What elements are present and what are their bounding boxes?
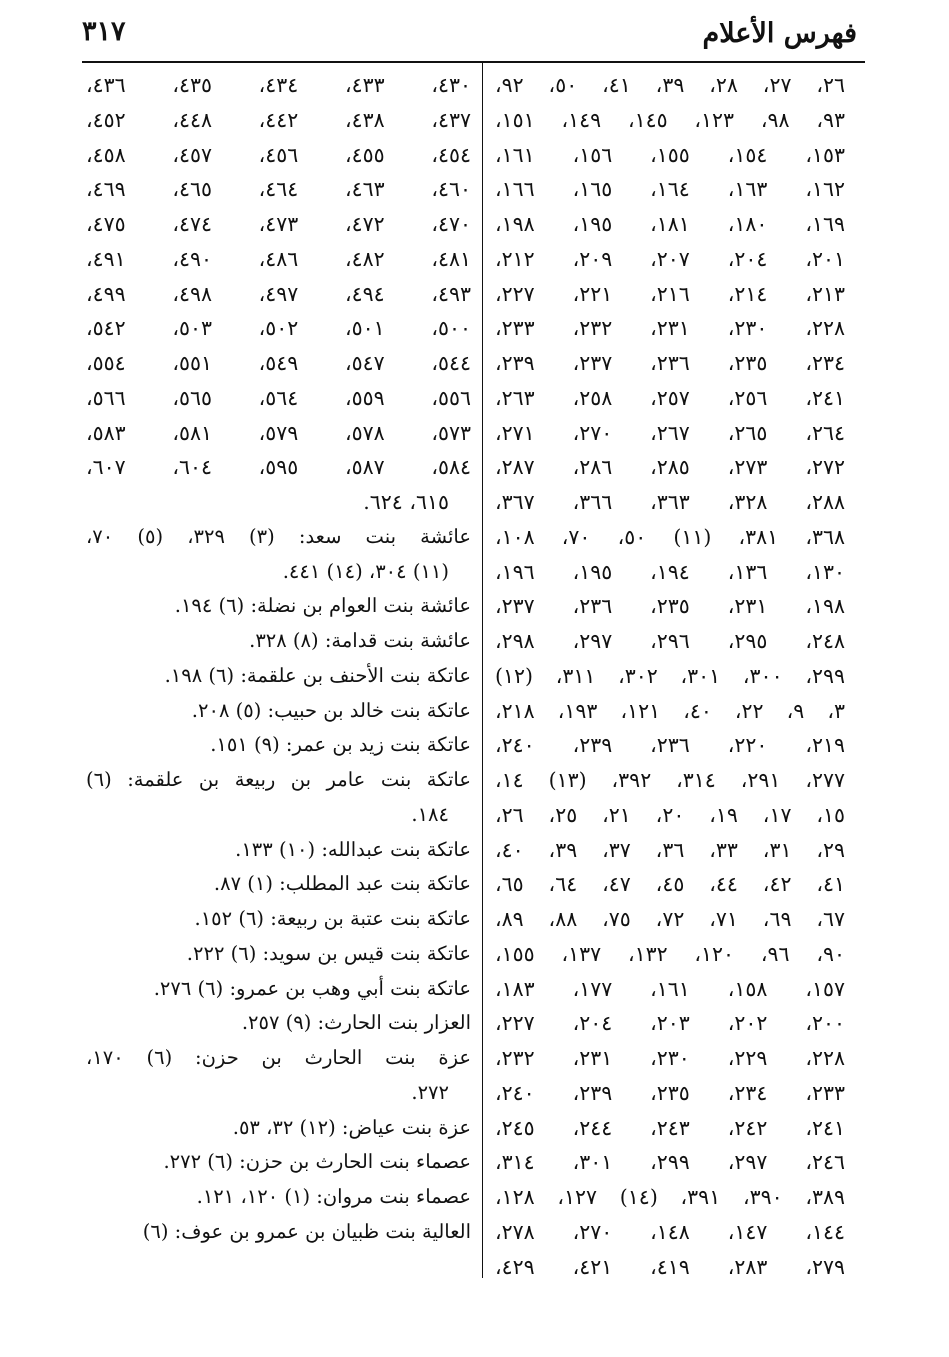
header-rule bbox=[82, 61, 865, 63]
index-line: ٤١، ٤٢، ٤٤، ٤٥، ٤٧، ٦٤، ٦٥، bbox=[495, 872, 846, 897]
index-line: ٢٢٨، ٢٢٩، ٢٣٠، ٢٣١، ٢٣٢، bbox=[495, 1046, 845, 1070]
index-column-right bbox=[495, 68, 845, 1284]
index-entry: عصماء بنت الحارث بن حزن: (٦) ٢٧٢. bbox=[163, 1150, 471, 1174]
index-line: ٤٩٣، ٤٩٤، ٤٩٧، ٤٩٨، ٤٩٩، bbox=[86, 281, 471, 306]
index-entry: عاتكة بنت عبد المطلب: (١) ٨٧. bbox=[213, 872, 471, 896]
index-line: ٢٩، ٣١، ٣٣، ٣٦، ٣٧، ٣٩، ٤٠، bbox=[495, 837, 846, 862]
index-line: ٢٦٤، ٢٦٥، ٢٦٧، ٢٧٠، ٢٧١، bbox=[495, 420, 845, 445]
index-entry-continuation: ٢٧٢. bbox=[411, 1080, 449, 1104]
index-line: ٥٥٦، ٥٥٩، ٥٦٤، ٥٦٥، ٥٦٦، bbox=[86, 385, 471, 410]
column-divider bbox=[482, 63, 483, 1278]
index-line: ١٥٧، ١٥٨، ١٦١، ١٧٧، ١٨٣، bbox=[495, 976, 845, 1001]
page-number: ٣١٧ bbox=[82, 16, 126, 47]
index-line: ٥٧٣، ٥٧٨، ٥٧٩، ٥٨١، ٥٨٣، bbox=[86, 420, 471, 445]
index-line: ٢٧٢، ٢٧٣، ٢٨٥، ٢٨٦، ٢٨٧، bbox=[495, 455, 845, 480]
index-line: ٩٠، ٩٦، ١٢٠، ١٣٢، ١٣٧، ١٥٥، bbox=[495, 941, 845, 966]
index-entry: عصماء بنت مروان: (١) ١٢٠، ١٢١. bbox=[196, 1185, 471, 1208]
index-entry: العزار بنت الحارث: (٩) ٢٥٧. bbox=[241, 1011, 471, 1035]
index-line: ٢٢٨، ٢٣٠، ٢٣١، ٢٣٢، ٢٣٣، bbox=[495, 316, 845, 341]
index-line: ٢٣٤، ٢٣٥، ٢٣٦، ٢٣٧، ٢٣٩، bbox=[495, 351, 845, 375]
index-line: ٢٠١، ٢٠٤، ٢٠٧، ٢٠٩، ٢١٢، bbox=[495, 246, 845, 271]
index-line: ٢٤٨، ٢٩٥، ٢٩٦، ٢٩٧، ٢٩٨، bbox=[495, 629, 845, 653]
index-line: ٢٨٨، ٣٢٨، ٣٦٣، ٣٦٦، ٣٦٧، bbox=[495, 490, 845, 514]
index-line: ١٦٢، ١٦٣، ١٦٤، ١٦٥، ١٦٦، bbox=[495, 177, 845, 202]
index-line: ٤٦٠، ٤٦٣، ٤٦٤، ٤٦٥، ٤٦٩، bbox=[86, 177, 471, 202]
index-line: ١٥، ١٧، ١٩، ٢٠، ٢١، ٢٥، ٢٦، bbox=[495, 802, 846, 827]
index-line: ٣٦٨، ٣٨١، (١١) ٥٠، ٧٠، ١٠٨، bbox=[495, 524, 845, 549]
index-line: ١٣٠، ١٣٦، ١٩٤، ١٩٥، ١٩٦، bbox=[495, 559, 845, 584]
running-header-title: فهرس الأعلام bbox=[702, 18, 857, 49]
index-line: ٢٧٩، ٢٨٣، ٤١٩، ٤٢١، ٤٢٩، bbox=[495, 1254, 845, 1279]
index-line: ٥٠٠، ٥٠١، ٥٠٢، ٥٠٣، ٥٤٢، bbox=[86, 316, 471, 341]
index-line: ٢٤١، ٢٤٢، ٢٤٣، ٢٤٤، ٢٤٥، bbox=[495, 1115, 845, 1140]
index-entry: عائشة بنت سعد: (٣) ٣٢٩، (٥) ٧٠، bbox=[86, 524, 471, 548]
index-entry: عاتكة بنت أبي وهب بن عمرو: (٦) ٢٧٦. bbox=[153, 976, 471, 1000]
index-entry: عاتكة بنت عتبة بن ربيعة: (٦) ١٥٢. bbox=[194, 907, 471, 930]
index-entry: عاتكة بنت عامر بن ربيعة بن علقمة: (٦) bbox=[86, 768, 471, 791]
index-entry: عاتكة بنت قيس بن سويد: (٦) ٢٢٢. bbox=[186, 941, 471, 965]
index-line: ٤٥٤، ٤٥٥، ٤٥٦، ٤٥٧، ٤٥٨، bbox=[86, 142, 471, 167]
index-line: ٤٣٠، ٤٣٣، ٤٣٤، ٤٣٥، ٤٣٦، bbox=[86, 73, 471, 97]
index-line: ٢٩٩، ٣٠٠، ٣٠١، ٣٠٢، ٣١١، (١٢) bbox=[495, 663, 845, 688]
index-line: ٢٤١، ٢٥٦، ٢٥٧، ٢٥٨، ٢٦٣، bbox=[495, 385, 845, 410]
index-line: ١٥٣، ١٥٤، ١٥٥، ١٥٦، ١٦١، bbox=[495, 142, 845, 167]
index-line: ٢٤٦، ٢٩٧، ٢٩٩، ٣٠١، ٣١٤، bbox=[495, 1150, 845, 1175]
index-line: ١٤٤، ١٤٧، ١٤٨، ٢٧٠، ٢٧٨، bbox=[495, 1219, 845, 1244]
index-entry: عزة بنت عياض: (١٢) ٣٢، ٥٣. bbox=[232, 1115, 471, 1139]
index-line: ٣، ٩، ٢٢، ٤٠، ١٢١، ١٩٣، ٢١٨، bbox=[495, 698, 845, 723]
index-line: ٤٧٠، ٤٧٢، ٤٧٣، ٤٧٤، ٤٧٥، bbox=[86, 212, 471, 236]
index-entry: عزة بنت الحارث بن حزن: (٦) ١٧٠، bbox=[86, 1046, 471, 1069]
index-line: ١٩٨، ٢٣١، ٢٣٥، ٢٣٦، ٢٣٧، bbox=[495, 594, 845, 619]
index-line: ٢١٣، ٢١٤، ٢١٦، ٢٢١، ٢٢٧، bbox=[495, 281, 845, 306]
index-entry: عائشة بنت العوام بن نضلة: (٦) ١٩٤. bbox=[174, 594, 471, 618]
index-line: ٥٤٤، ٥٤٧، ٥٤٩، ٥٥١، ٥٥٤، bbox=[86, 351, 471, 375]
index-entry: عائشة بنت قدامة: (٨) ٣٢٨. bbox=[249, 629, 471, 652]
index-line: ٤٣٧، ٤٣٨، ٤٤٢، ٤٤٨، ٤٥٢، bbox=[86, 107, 471, 132]
index-line: ٤٨١، ٤٨٢، ٤٨٦، ٤٩٠، ٤٩١، bbox=[86, 246, 471, 271]
index-line: ٣٨٩، ٣٩٠، ٣٩١، (١٤) ١٢٧، ١٢٨، bbox=[495, 1185, 845, 1209]
index-line: ١٦٩، ١٨٠، ١٨١، ١٩٥، ١٩٨، bbox=[495, 212, 845, 236]
index-line: ٢٦، ٢٧، ٢٨، ٣٩، ٤١، ٥٠، ٩٢، bbox=[495, 73, 846, 97]
index-line: ٢١٩، ٢٢٠، ٢٣٦، ٢٣٩، ٢٤٠، bbox=[495, 733, 845, 758]
index-entry-continuation: ١٨٤. bbox=[411, 802, 449, 826]
index-entry: عاتكة بنت زيد بن عمر: (٩) ١٥١. bbox=[210, 733, 471, 757]
index-entry: العالية بنت ظبيان بن عمرو بن عوف: (٦) bbox=[142, 1219, 471, 1243]
index-entry: عاتكة بنت عبدالله: (١٠) ١٣٣. bbox=[235, 837, 471, 861]
index-line: ٦٧، ٦٩، ٧١، ٧٢، ٧٥، ٨٨، ٨٩، bbox=[495, 907, 846, 931]
index-line: ٦١٥، ٦٢٤. bbox=[363, 490, 449, 514]
index-entry-continuation: (١١) ٣٠٤، (١٤) ٤٤١. bbox=[282, 559, 449, 583]
index-line: ٥٨٤، ٥٨٧، ٥٩٥، ٦٠٤، ٦٠٧، bbox=[86, 455, 471, 480]
index-column-left bbox=[86, 68, 471, 1250]
index-line: ٢٣٣، ٢٣٤، ٢٣٥، ٢٣٩، ٢٤٠، bbox=[495, 1080, 845, 1105]
index-line: ٩٣، ٩٨، ١٢٣، ١٤٥، ١٤٩، ١٥١، bbox=[495, 107, 845, 132]
index-line: ٢٠٠، ٢٠٢، ٢٠٣، ٢٠٤، ٢٢٧، bbox=[495, 1011, 845, 1036]
index-entry: عاتكة بنت خالد بن حبيب: (٥) ٢٠٨. bbox=[191, 698, 471, 722]
index-entry: عاتكة بنت الأحنف بن علقمة: (٦) ١٩٨. bbox=[164, 663, 471, 687]
index-line: ٢٧٧، ٢٩١، ٣١٤، ٣٩٢، (١٣) ١٤، bbox=[495, 768, 845, 792]
